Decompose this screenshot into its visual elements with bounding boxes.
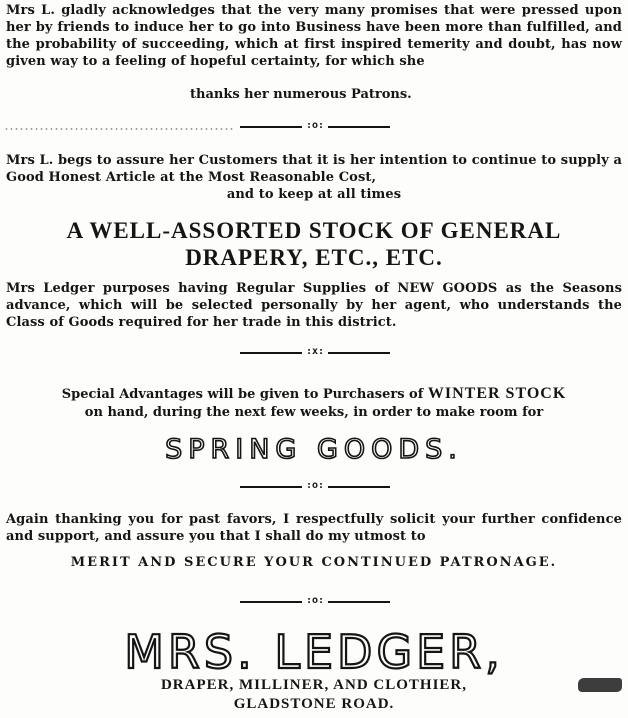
intro-paragraph: Mrs L. gladly acknowledges that the very many promises that were pressed upon her by friends to induce her to go into Business have been more than fulfilled, and the probability of succeeding, which at first inspired temerity and doubt, has now given way to a feeling of hopeful certainty, for which she xyxy=(6,3,622,69)
divider-rule-right xyxy=(328,352,390,354)
section-divider xyxy=(240,344,390,360)
headline-line-2: DRAPERY, ETC., ETC. xyxy=(185,245,443,270)
divider-ornament: :o: xyxy=(305,120,325,131)
assurance-paragraph xyxy=(6,152,622,203)
ink-smudge xyxy=(578,678,622,692)
divider-rule-left xyxy=(240,486,302,488)
assurance-text: Mrs L. begs to assure her Customers that it is her intention to continue to supply a Good Honest Article at the Most Reasonable Cost, xyxy=(6,153,622,185)
divider-rule-left xyxy=(240,126,302,128)
special-offer-prefix: Special Advantages will be given to Purchasers of xyxy=(61,387,424,402)
intro-last-line: thanks her numerous Patrons. xyxy=(190,87,412,102)
divider-rule-right xyxy=(328,601,390,603)
divider-rule-left xyxy=(240,352,302,354)
closing-paragraph: Again thanking you for past favors, I respectfully solicit your further confidence and support, and assure you that I shall do my utmost to xyxy=(6,512,622,544)
print-speckle xyxy=(4,128,234,130)
divider-rule-right xyxy=(328,486,390,488)
headline-line-1: A WELL-ASSORTED STOCK OF GENERAL xyxy=(66,218,562,243)
divider-ornament: :o: xyxy=(305,480,325,491)
special-offer xyxy=(0,385,628,422)
winter-stock-highlight: WINTER STOCK xyxy=(427,385,567,402)
section-divider xyxy=(240,118,390,134)
assurance-closing-line: and to keep at all times xyxy=(226,187,402,202)
supplies-paragraph: Mrs Ledger purposes having Regular Supplies of NEW GOODS as the Seasons advance, which will be selected personally by her agent, who understands the Class of Goods required for her trade in this district. xyxy=(6,281,622,330)
divider-ornament: :x: xyxy=(305,346,325,357)
divider-rule-right xyxy=(328,126,390,128)
divider-rule-left xyxy=(240,601,302,603)
merit-line: MERIT AND SECURE YOUR CONTINUED PATRONAGE. xyxy=(70,555,558,570)
divider-ornament: :o: xyxy=(305,595,325,606)
headline xyxy=(0,217,628,271)
proprietor-name: MRS. LEDGER, xyxy=(124,625,504,679)
spring-goods-title: SPRING GOODS. xyxy=(165,434,463,465)
proprietor-address: GLADSTONE ROAD. xyxy=(233,696,395,712)
proprietor-trade: DRAPER, MILLINER, AND CLOTHIER, xyxy=(160,677,468,693)
section-divider xyxy=(240,593,390,609)
special-offer-line-2: on hand, during the next few weeks, in order to make room for xyxy=(84,405,544,420)
section-divider xyxy=(240,478,390,494)
special-offer-line-1 xyxy=(0,385,628,404)
